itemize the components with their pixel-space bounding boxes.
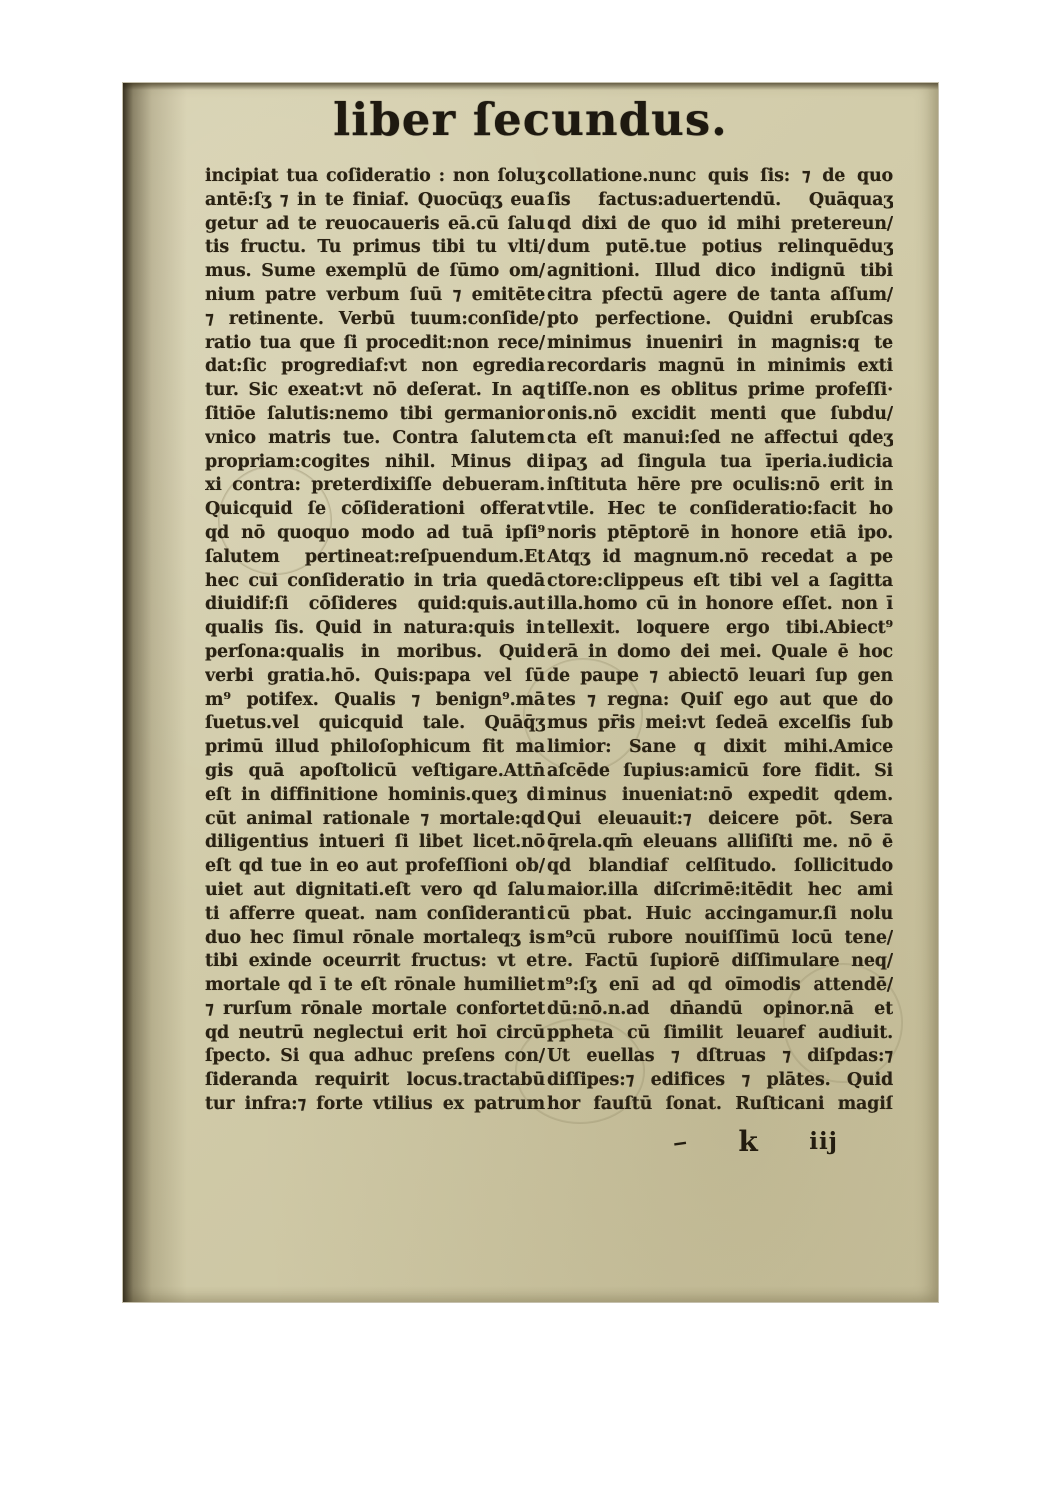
text-line: collatione.nunc quis ſis: ⁊ de quo [547, 166, 893, 186]
signature-dash: ‒ [671, 1128, 689, 1155]
text-line: dum putē.tue potius relinquēduʒ [547, 237, 893, 258]
text-line: mus. Sume exemplū de ſūmo om/ [205, 261, 545, 282]
text-line: ipaʒ ad ſingula tua īperia.iudicia [547, 451, 893, 472]
text-line: uiet aut dignitati.eſt vero qd ſalu [205, 879, 545, 900]
quire-signature [673, 1125, 838, 1158]
text-line: qd neutrū neglectui erit hoī circū [205, 1022, 545, 1043]
text-line: Atqʒ id magnum.nō recedat a pe [547, 546, 893, 567]
text-line: primū illud philoſophicum fit ma [205, 737, 545, 758]
text-line: diſſipes:⁊ edifices ⁊ plātes. Quid [547, 1070, 893, 1091]
text-line: tur infra:⁊ forte vtilius ex patrum [205, 1094, 545, 1115]
text-line: tiſſe.non es oblitus prime profeſſi· [547, 380, 893, 401]
text-line: qd dixi de quo id mihi pretereun/ [547, 213, 893, 234]
page-top-edge [123, 83, 938, 90]
book-gutter-shadow [123, 83, 187, 1302]
page-title: liber ſecundus. [333, 93, 728, 146]
text-line: cū pbat. Huic accingamur.ſi nolu [547, 903, 893, 924]
text-line: cūt animal rationale ⁊ mortale:qd [205, 808, 545, 829]
text-line: hec cui conſideratio in tria quedā [205, 570, 545, 591]
text-line: ctore:clippeus eſt tibi vel a ſagitta [547, 570, 893, 591]
text-line: dat:ſic progrediaf:vt non egredia [205, 356, 545, 377]
text-line: qd blandiaf celſitudo. ſollicitudo [547, 856, 893, 877]
text-column-right [547, 165, 893, 1117]
text-line: ſideranda requirit locus.tractabū [205, 1070, 545, 1091]
text-line: erā in domo dei mei. Quale ē hoc [547, 641, 893, 662]
text-line: agnitioni. Illud dico indignū tibi [547, 261, 893, 282]
signature-numeral: iij [809, 1128, 838, 1155]
text-line: m⁹:ſʒ enī ad qd oīmodis attendē/ [547, 975, 893, 996]
text-line: aſcēde ſupius:amicū fore fidit. Si [547, 760, 893, 781]
text-line: propriam:cogites nihil. Minus di [205, 451, 545, 472]
text-line: gis quā apoſtolicū veſtigare.Attn̄ [205, 760, 545, 781]
text-line: de paupe ⁊ abiectō leuari ſup gen [547, 665, 893, 686]
text-line: qualis ſis. Quid in natura:quis in [205, 618, 545, 639]
text-line: Quicquid ſe cōſiderationi offerat [205, 499, 545, 520]
text-line: vtile. Hec te conſideratio:facit ho [547, 499, 893, 520]
text-line: diuidif:ſi cōſideres quid:quis.aut [205, 594, 545, 615]
text-line: xi contra: preterdixiſſe debueram. [205, 475, 545, 496]
text-line: q̄rela.qm̄ eleuans alliſiſti me. nō ē [547, 832, 893, 853]
text-line: ti afferre queat. nam conſideranti [205, 903, 545, 924]
text-line: tibi exinde oceurrit fructus: vt et [205, 951, 545, 972]
text-line: ſis factus:aduertendū. Quāquaʒ [547, 189, 893, 210]
text-line: hor fauſtū ſonat. Ruſticani magiſ [547, 1094, 893, 1115]
text-line: re. Factū ſupiorē diſſimulare neq/ [547, 951, 893, 972]
text-line: tur. Sic exeat:vt nō deſerat. In aq [205, 380, 545, 401]
text-line: citra pfectū agere de tanta aſſum/ [547, 284, 893, 305]
text-line: ſpecto. Si qua adhuc preſens con/ [205, 1046, 545, 1067]
text-line: eſt in diffinitione hominis.queʒ di [205, 784, 545, 805]
text-line: tellexit. loquere ergo tibi.Abiect⁹ [547, 618, 893, 639]
text-line: ſuetus.vel quicquid tale. Quāq̄ʒ [205, 713, 545, 734]
text-line: vnico matris tue. Contra ſalutem [205, 427, 545, 448]
text-line: ſalutem pertineat:reſpuendum.Et [205, 546, 545, 567]
text-column-left [205, 165, 545, 1117]
text-line: nium patre verbum ſuū ⁊ emitēte [205, 284, 545, 305]
text-line: tes ⁊ regna: Quiſ ego aut que do [547, 689, 893, 710]
text-line: recordaris magnū in minimis exti [547, 356, 893, 377]
text-line: perſona:qualis in moribus. Quid [205, 641, 545, 662]
text-line: ratio tua que ſi procedit:non rece/ [205, 332, 545, 353]
text-line: minus inueniat:nō expedit qdem. [547, 784, 893, 805]
text-line: maior.illa diſcrimē:itēdit hec ami [547, 879, 893, 900]
text-line: duo hec ſimul rōnale mortaleqʒ is [205, 927, 545, 948]
text-line: ppheta cū ſimilit leuaref audiuit. [547, 1022, 893, 1043]
text-line: qd nō quoquo modo ad tuā ipſi⁹ [205, 522, 545, 543]
signature-letter: k [738, 1125, 758, 1158]
text-line: mus pr̄is mei:vt ſedeā excelſis ſub [547, 713, 893, 734]
text-line: onis.nō excidit menti que ſubdu/ [547, 403, 893, 424]
text-line: eſt qd tue in eo aut profeſſioni ob/ [205, 856, 545, 877]
text-line: antē:ſʒ ⁊ in te finiaf. Quocūqʒ eua [205, 189, 545, 210]
text-line: diligentius intueri ſi libet licet.nō [205, 832, 545, 853]
text-line: ⁊ retinente. Verbū tuum:conſide/ [205, 308, 545, 329]
text-line: tis fructu. Tu primus tibi tu vlti/ [205, 237, 545, 258]
text-line: illa.homo cū in honore eſſet. non ī [547, 594, 893, 615]
text-line: cta eſt manui:ſed ne affectui qdeʒ [547, 427, 893, 448]
text-line: Ut euellas ⁊ dſtruas ⁊ diſpdas:⁊ [547, 1046, 893, 1067]
book-page-scan [123, 83, 938, 1302]
text-line: dū:nō.n.ad dn̄andū opinor.nā et [547, 998, 893, 1019]
text-line: verbi gratia.hō. Quis:papa vel ſū [205, 665, 545, 686]
text-line: ⁊ rurſum rōnale mortale confortet [205, 998, 545, 1019]
text-line: limior: Sane q dixit mihi.Amice [547, 737, 893, 758]
text-line: mortale qd ī te eſt rōnale humiliet [205, 975, 545, 996]
text-line: Qui eleuauit:⁊ deicere pōt. Sera [547, 808, 893, 829]
text-line: m⁹cū rubore nouiſſimū locū tene/ [547, 927, 893, 948]
text-line: minimus inueniri in magnis:q te [547, 332, 893, 353]
text-line: pto perfectione. Quidni erubſcas [547, 308, 893, 329]
text-line: getur ad te reuocaueris eā.cū ſalu [205, 213, 545, 234]
text-line: inſtituta hēre pre oculis:nō erit in [547, 475, 893, 496]
text-line: incipiat tua coſideratio : non ſoluʒ [205, 166, 545, 186]
text-line: ſitiōe ſalutis:nemo tibi germanior [205, 403, 545, 424]
text-line: m⁹ potifex. Qualis ⁊ benign⁹.mā [205, 689, 545, 710]
text-line: noris ptēptorē in honore etiā ipo. [547, 522, 893, 543]
